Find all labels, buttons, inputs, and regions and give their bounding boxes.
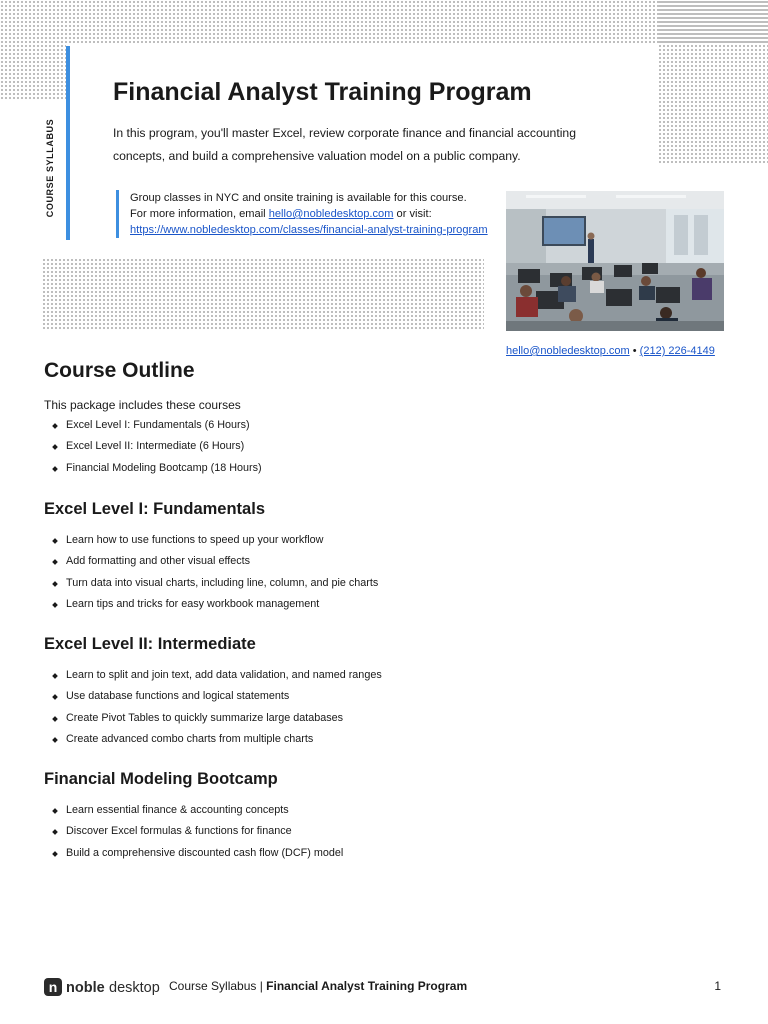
intro-line-2: concepts, and build a comprehensive valuation model on a public company.: [113, 149, 521, 163]
list-item: Learn how to use functions to speed up your workflow: [44, 533, 378, 554]
footer: [44, 976, 724, 998]
footer-label: Course Syllabus |: [169, 979, 267, 993]
dot-pattern-right: [658, 0, 768, 165]
contact-phone-link[interactable]: (212) 226-4149: [639, 345, 715, 357]
dot-pattern-middle: [42, 258, 484, 330]
list-item: Learn essential finance & accounting concepts: [44, 803, 343, 824]
contact-info: [506, 345, 715, 357]
outline-intro: This package includes these courses: [44, 398, 241, 412]
side-label: COURSE SYLLABUS: [45, 118, 55, 218]
list-item: Turn data into visual charts, including line, column, and pie charts: [44, 576, 378, 597]
intro-paragraph: [113, 122, 613, 168]
accent-bar: [66, 46, 70, 240]
callout-line-2: [130, 206, 491, 222]
section-heading-excel-1: Excel Level I: Fundamentals: [44, 500, 265, 518]
callout-prefix: For more information, email: [130, 208, 269, 220]
contact-email-link[interactable]: hello@nobledesktop.com: [506, 345, 630, 357]
list-item: Use database functions and logical statements: [44, 689, 382, 710]
list-item: Learn to split and join text, add data validation, and named ranges: [44, 668, 382, 689]
section-list-excel-1: [44, 533, 378, 618]
page-number: 1: [714, 979, 721, 993]
section-heading-excel-2: Excel Level II: Intermediate: [44, 635, 256, 653]
footer-title: [169, 979, 467, 993]
section-list-modeling: [44, 803, 343, 867]
info-callout: [116, 190, 491, 238]
list-item: Create advanced combo charts from multiple charts: [44, 732, 382, 753]
classroom-photo: [506, 191, 724, 331]
list-item: Discover Excel formulas & functions for finance: [44, 824, 343, 845]
callout-line-1: Group classes in NYC and onsite training is available for this course.: [130, 192, 467, 204]
footer-program: Financial Analyst Training Program: [266, 979, 468, 993]
section-list-excel-2: [44, 668, 382, 753]
section-heading-modeling: Financial Modeling Bootcamp: [44, 770, 278, 788]
list-item: Add formatting and other visual effects: [44, 554, 378, 575]
list-item: Learn tips and tricks for easy workbook management: [44, 597, 378, 618]
list-item: Build a comprehensive discounted cash flow (DCF) model: [44, 846, 343, 867]
dot-pattern-left: [0, 0, 66, 100]
list-item: Create Pivot Tables to quickly summarize large databases: [44, 711, 382, 732]
list-item: Excel Level I: Fundamentals (6 Hours): [44, 418, 262, 439]
list-item: Financial Modeling Bootcamp (18 Hours): [44, 461, 262, 482]
logo-word-desktop: desktop: [109, 980, 160, 996]
page-title: Financial Analyst Training Program: [113, 78, 532, 106]
callout-suffix: or visit:: [393, 208, 432, 220]
noble-desktop-logo: [44, 977, 164, 997]
logo-mark-text: n: [48, 979, 58, 995]
callout-url-link[interactable]: https://www.nobledesktop.com/classes/financial-analyst-training-program: [130, 224, 488, 236]
contact-separator: •: [632, 345, 637, 357]
outline-list: [44, 418, 262, 482]
dot-pattern-top: [0, 0, 768, 44]
intro-line-1: In this program, you'll master Excel, review corporate finance and financial accounting: [113, 126, 576, 140]
course-outline-heading: Course Outline: [44, 359, 195, 382]
logo-word-noble: noble: [66, 980, 105, 996]
callout-email-link[interactable]: hello@nobledesktop.com: [268, 208, 394, 220]
list-item: Excel Level II: Intermediate (6 Hours): [44, 439, 262, 460]
